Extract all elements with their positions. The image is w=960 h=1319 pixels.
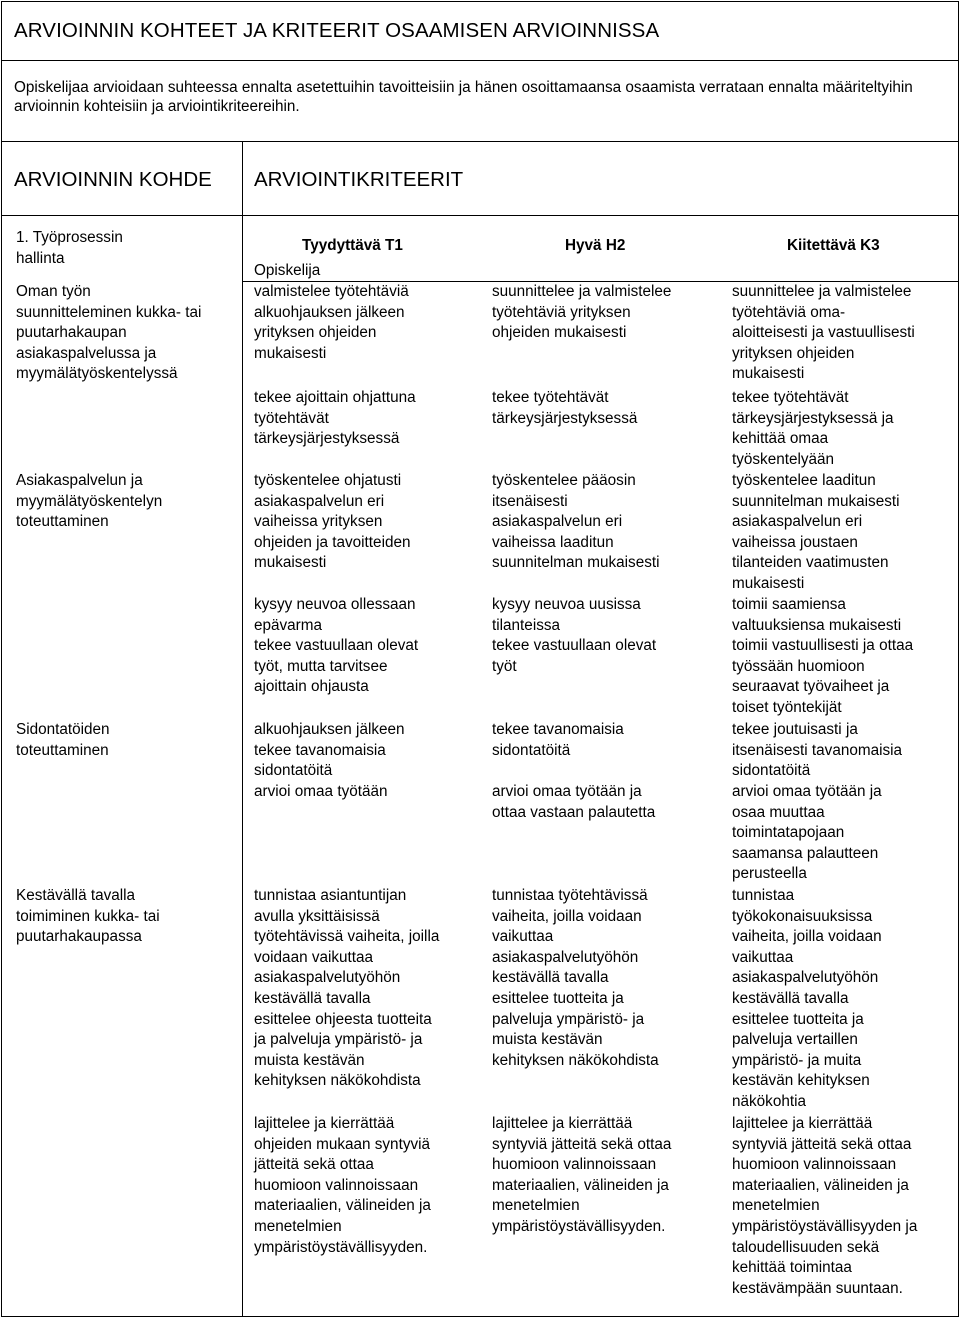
text-line: valtuuksiensa mukaisesti: [732, 616, 902, 634]
header-row: [2, 142, 958, 216]
text-line: kehittää omaa: [732, 430, 829, 448]
text-line: tekee vastuullaan olevat: [254, 637, 419, 655]
text-line: kestävällä tavalla: [732, 990, 849, 1007]
text-line: työt: [492, 657, 517, 675]
text-line: tärkeysjärjestyksessä ja: [732, 409, 894, 427]
text-line: tärkeysjärjestyksessä: [492, 409, 638, 427]
text-line: ottaa vastaan palautetta: [492, 803, 656, 821]
text-line: asiakaspalvelutyöhön: [254, 969, 401, 987]
document-page: [1, 1, 959, 1317]
text-line: suunnittelee ja valmistelee: [732, 283, 912, 300]
text-line: puutarhakaupassa: [16, 928, 142, 946]
text-line: vaikuttaa: [492, 928, 554, 946]
text-line: arvioi omaa työtään: [254, 783, 388, 800]
text-line: menetelmien: [732, 1197, 820, 1215]
text-line: asiakaspalvelutyöhön: [492, 948, 639, 966]
text-line: tekee joutuisasti ja: [732, 721, 858, 738]
text-line: arvioi omaa työtään ja: [732, 783, 882, 800]
text-line: ohjeiden mukaan syntyviä: [254, 1135, 431, 1153]
header-kriteerit: ARVIOINTIKRITEERIT: [254, 168, 464, 191]
text-line: kysyy neuvoa uusissa: [492, 596, 641, 613]
text-line: materiaalien, välineiden ja: [732, 1176, 909, 1194]
text-line: tunnistaa: [732, 887, 795, 904]
text-line: tekee työtehtävät: [732, 389, 849, 406]
text-line: vaiheissa joustaen: [732, 533, 858, 551]
text-line: työskentelee pääosin: [492, 472, 636, 489]
text-line: ajoittain ohjausta: [254, 678, 369, 696]
text-line: materiaalien, välineiden ja: [492, 1176, 669, 1194]
text-line: kysyy neuvoa ollessaan: [254, 596, 416, 613]
text-line: lajittelee ja kierrättää: [732, 1115, 873, 1132]
text-line: aloitteisesti ja vastuullisesti: [732, 324, 915, 342]
text-line: menetelmien: [254, 1218, 342, 1235]
text-line: muista kestävän: [492, 1031, 603, 1049]
text-line: vaiheita, joilla voidaan: [492, 907, 642, 925]
text-line: toteuttaminen: [16, 741, 109, 759]
text-line: vaiheissa yrityksen: [254, 513, 383, 531]
text-line: tärkeysjärjestyksessä: [254, 430, 400, 448]
text-line: yrityksen ohjeiden: [732, 344, 855, 362]
text-line: ympäristöystävällisyyden.: [254, 1238, 428, 1256]
text-line: ohjeiden mukaisesti: [492, 324, 627, 342]
text-line: tekee tavanomaisia: [254, 741, 386, 759]
text-line: ympäristöystävällisyyden.: [492, 1218, 666, 1235]
text-line: vaiheita, joilla voidaan: [732, 928, 882, 946]
header-kohde: ARVIOINNIN KOHDE: [14, 168, 212, 191]
text-line: syntyviä jätteitä sekä ottaa: [492, 1135, 672, 1153]
text-line: vaikuttaa: [732, 948, 794, 966]
text-line: kestävällä tavalla: [492, 969, 609, 987]
text-line: tilanteissa: [492, 616, 561, 634]
text-line: avulla yksittäisissä: [254, 907, 380, 925]
text-line: epävarma: [254, 616, 323, 634]
text-line: asiakaspalvelun eri: [492, 513, 623, 531]
text-line: toimii vastuullisesti ja ottaa: [732, 637, 914, 655]
intro-text: Opiskelijaa arvioidaan suhteessa ennalta asetettuihin tavoitteisiin ja hänen osoittamaansa osaamista verrataan ennalta määriteltyihin arvioinnin kohteisiin ja arviointikriteereihin.: [14, 79, 913, 115]
text-line: puutarhakaupan: [16, 324, 127, 342]
text-line: Asiakaspalvelun ja: [16, 472, 143, 489]
text-line: toteuttaminen: [16, 513, 109, 531]
text-line: yrityksen ohjeiden: [254, 324, 377, 342]
title-row: [2, 2, 958, 61]
text-line: toiset työntekijät: [732, 699, 842, 716]
text-line: työskentelyään: [732, 450, 835, 468]
text-line: suunnittelee ja valmistelee: [492, 283, 672, 300]
opiskelija-label: Opiskelija: [254, 262, 321, 279]
text-line: toimii saamiensa: [732, 596, 846, 613]
text-line: mukaisesti: [732, 575, 805, 592]
document-title: ARVIOINNIN KOHTEET JA KRITEERIT OSAAMISEN ARVIOINNISSA: [14, 19, 660, 42]
text-line: taloudellisuuden sekä: [732, 1238, 880, 1256]
text-line: myymälätyöskentelyssä: [16, 365, 178, 383]
level-k3: Kiitettävä K3: [787, 237, 880, 254]
text-line: Kestävällä tavalla: [16, 887, 136, 904]
text-line: itsenäisesti tavanomaisia: [732, 741, 903, 759]
text-line: mukaisesti: [254, 554, 327, 572]
text-line: toimintatapojaan: [732, 824, 845, 842]
text-line: osaa muuttaa: [732, 803, 825, 821]
text-line: suunnitteleminen kukka- tai: [16, 303, 202, 321]
text-line: lajittelee ja kierrättää: [254, 1115, 395, 1132]
text-line: suunnitelman mukaisesti: [492, 554, 660, 572]
text-line: mukaisesti: [254, 344, 327, 362]
text-line: tunnistaa työtehtävissä: [492, 887, 648, 904]
column-divider: [242, 142, 243, 1316]
text-line: lajittelee ja kierrättää: [492, 1115, 633, 1132]
text-line: alkuohjauksen jälkeen: [254, 303, 405, 321]
text-line: muista kestävän: [254, 1051, 365, 1069]
text-line: sidontatöitä: [254, 762, 333, 780]
text-line: kestävämpään suuntaan.: [732, 1279, 903, 1297]
text-line: sidontatöitä: [732, 762, 811, 780]
text-line: huomioon valinnoissaan: [254, 1176, 419, 1194]
text-line: tilanteiden vaatimusten: [732, 554, 889, 572]
text-line: valmistelee työtehtäviä: [254, 283, 409, 300]
text-line: menetelmien: [492, 1197, 580, 1215]
text-line: mukaisesti: [732, 365, 805, 383]
text-line: esittelee tuotteita ja: [732, 1010, 864, 1028]
text-line: työtehtäviä oma-: [732, 303, 846, 321]
text-line: esittelee tuotteita ja: [492, 990, 624, 1007]
text-line: kestävällä tavalla: [254, 990, 371, 1007]
text-line: tekee tavanomaisia: [492, 721, 624, 738]
text-line: ympäristöystävällisyyden ja: [732, 1218, 918, 1235]
text-line: toimiminen kukka- tai: [16, 907, 160, 925]
text-line: työskentelee laaditun: [732, 472, 876, 489]
text-line: näkökohtia: [732, 1093, 806, 1110]
text-line: asiakaspalvelun eri: [254, 492, 385, 510]
text-line: alkuohjauksen jälkeen: [254, 721, 405, 738]
text-line: huomioon valinnoissaan: [732, 1156, 897, 1174]
text-line: perusteella: [732, 865, 807, 883]
text-line: työtehtävät: [254, 409, 329, 427]
text-line: Sidontatöiden: [16, 721, 110, 738]
level-t1: Tyydyttävä T1: [302, 237, 403, 254]
text-line: suunnitelman mukaisesti: [732, 492, 900, 510]
text-line: ja palveluja ympäristö- ja: [254, 1031, 423, 1049]
text-line: työskentelee ohjatusti: [254, 472, 402, 489]
text-line: arvioi omaa työtään ja: [492, 783, 642, 800]
section-title: 1. Työprosessin hallinta: [16, 229, 123, 267]
text-line: materiaalien, välineiden ja: [254, 1197, 431, 1215]
text-line: työtehtävissä vaiheita, joilla: [254, 928, 440, 946]
text-line: asiakaspalvelussa ja: [16, 344, 157, 362]
text-line: työt, mutta tarvitsee: [254, 657, 388, 675]
text-line: työssään huomioon: [732, 657, 865, 675]
text-line: vaiheissa laaditun: [492, 533, 614, 551]
text-line: tekee ajoittain ohjattuna: [254, 389, 416, 406]
text-line: asiakaspalvelutyöhön: [732, 969, 879, 987]
text-line: työtehtäviä yrityksen: [492, 303, 631, 321]
text-line: Oman työn: [16, 283, 91, 300]
level-h2: Hyvä H2: [565, 237, 626, 254]
text-line: saamansa palautteen: [732, 844, 879, 862]
text-line: työkokonaisuuksissa: [732, 907, 873, 925]
text-line: kehityksen näkökohdista: [254, 1072, 421, 1090]
text-line: kestävän kehityksen: [732, 1072, 870, 1090]
text-line: itsenäisesti: [492, 492, 568, 510]
text-line: kehittää toimintaa: [732, 1259, 852, 1277]
text-line: tekee vastuullaan olevat: [492, 637, 657, 655]
text-line: palveluja ympäristö- ja: [492, 1010, 645, 1028]
text-line: kehityksen näkökohdista: [492, 1051, 659, 1069]
text-line: jätteitä sekä ottaa: [254, 1156, 374, 1174]
text-line: seuraavat työvaiheet ja: [732, 678, 890, 696]
text-line: asiakaspalvelun eri: [732, 513, 863, 531]
text-line: huomioon valinnoissaan: [492, 1156, 657, 1174]
text-line: ohjeiden ja tavoitteiden: [254, 533, 411, 551]
text-line: palveluja vertaillen: [732, 1031, 858, 1049]
text-line: voidaan vaikuttaa: [254, 948, 374, 966]
text-line: syntyviä jätteitä sekä ottaa: [732, 1135, 912, 1153]
text-line: myymälätyöskentelyn: [16, 492, 163, 510]
text-line: esittelee ohjeesta tuotteita: [254, 1010, 432, 1028]
text-line: tunnistaa asiantuntijan: [254, 887, 407, 904]
text-line: sidontatöitä: [492, 741, 571, 759]
text-line: ympäristö- ja muita: [732, 1051, 862, 1069]
intro-row: [2, 61, 958, 142]
text-line: tekee työtehtävät: [492, 389, 609, 406]
